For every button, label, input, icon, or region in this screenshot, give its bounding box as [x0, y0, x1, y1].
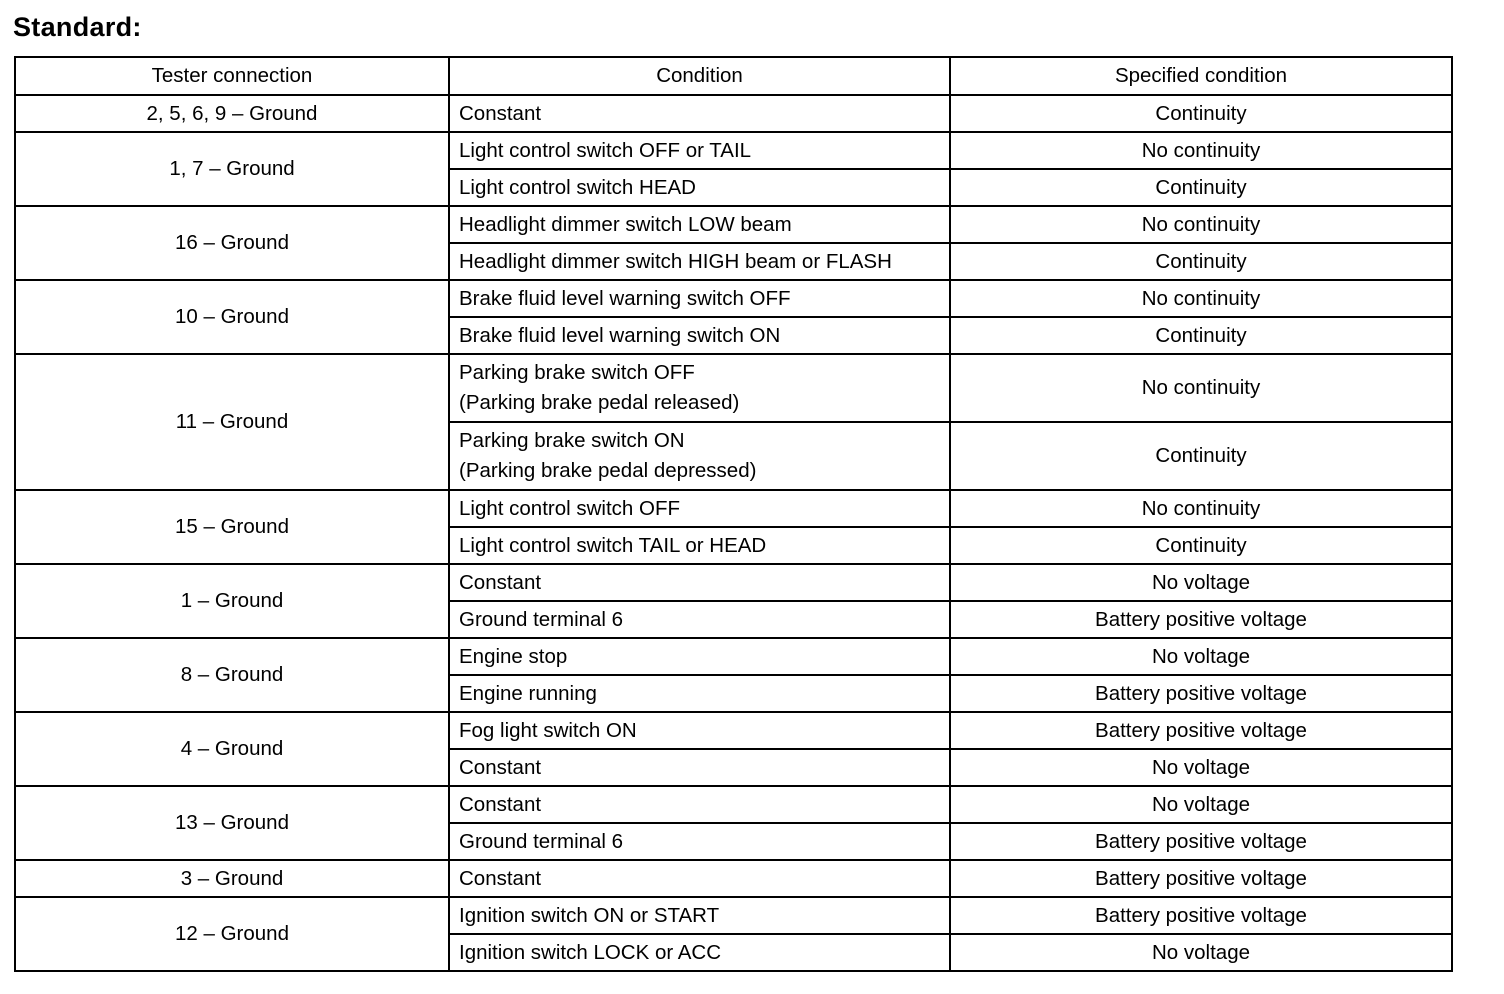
specified-condition-cell: No continuity: [950, 280, 1452, 317]
tester-connection-cell: 1, 7 – Ground: [15, 132, 449, 206]
condition-cell: [449, 280, 950, 317]
table-row: [15, 132, 1452, 169]
specified-condition-cell: Continuity: [950, 169, 1452, 206]
condition-text: Engine stop: [459, 644, 568, 668]
condition-text: Constant: [459, 101, 542, 125]
condition-text: Light control switch OFF or TAIL: [459, 138, 752, 162]
table-row: [15, 95, 1452, 132]
condition-text: Constant: [459, 755, 542, 779]
condition-text: Fog light switch ON: [459, 718, 637, 742]
table-row: [15, 280, 1452, 317]
specified-condition-cell: No voltage: [950, 749, 1452, 786]
specified-condition-cell: Continuity: [950, 317, 1452, 354]
tester-connection-cell: 10 – Ground: [15, 280, 449, 354]
specified-condition-cell: No continuity: [950, 206, 1452, 243]
specified-condition-cell: Battery positive voltage: [950, 675, 1452, 712]
condition-cell: [449, 132, 950, 169]
tester-connection-cell: 2, 5, 6, 9 – Ground: [15, 95, 449, 132]
condition-cell: [449, 243, 950, 280]
condition-text: Ground terminal 6: [459, 607, 624, 631]
condition-cell: [449, 95, 950, 132]
condition-text: Parking brake switch ON: [459, 429, 685, 452]
condition-cell: [449, 675, 950, 712]
condition-cell: [449, 712, 950, 749]
tester-connection-cell: 1 – Ground: [15, 564, 449, 638]
condition-text: Ground terminal 6: [459, 829, 624, 853]
condition-text: (Parking brake pedal released): [459, 391, 740, 414]
tester-connection-cell: 12 – Ground: [15, 897, 449, 971]
specified-condition-cell: No continuity: [950, 490, 1452, 527]
condition-text: Constant: [459, 792, 542, 816]
tester-connection-cell: 13 – Ground: [15, 786, 449, 860]
specified-condition-cell: Continuity: [950, 527, 1452, 564]
condition-text: Light control switch HEAD: [459, 175, 696, 199]
table-row: [15, 712, 1452, 749]
specified-condition-cell: Continuity: [950, 243, 1452, 280]
tester-connection-cell: 16 – Ground: [15, 206, 449, 280]
condition-cell: [449, 490, 950, 527]
specified-condition-cell: No continuity: [950, 354, 1452, 422]
tester-connection-cell: 4 – Ground: [15, 712, 449, 786]
condition-cell: [449, 823, 950, 860]
condition-text: Brake fluid level warning switch ON: [459, 323, 781, 347]
condition-text: Constant: [459, 866, 542, 890]
table-row: [15, 564, 1452, 601]
condition-cell: [449, 934, 950, 971]
table-row: [15, 490, 1452, 527]
standard-table: [14, 56, 1453, 972]
specified-condition-cell: Continuity: [950, 95, 1452, 132]
specified-condition-cell: Continuity: [950, 422, 1452, 490]
tester-connection-cell: 11 – Ground: [15, 354, 449, 490]
condition-cell: [449, 527, 950, 564]
table-header-row: [15, 57, 1452, 95]
table-body: [15, 95, 1452, 971]
condition-text: Headlight dimmer switch HIGH beam or FLASH: [459, 249, 892, 273]
condition-text: Engine running: [459, 681, 597, 705]
tester-connection-cell: 8 – Ground: [15, 638, 449, 712]
table-row: [15, 860, 1452, 897]
table-row: [15, 638, 1452, 675]
condition-text: Ignition switch ON or START: [459, 903, 720, 927]
condition-text: Ignition switch LOCK or ACC: [459, 940, 722, 964]
condition-cell: [449, 638, 950, 675]
specified-condition-cell: Battery positive voltage: [950, 823, 1452, 860]
table-row: [15, 897, 1452, 934]
condition-cell: [449, 354, 950, 422]
specified-condition-cell: No continuity: [950, 132, 1452, 169]
header-condition: Condition: [449, 57, 950, 95]
condition-cell: [449, 786, 950, 823]
condition-cell: [449, 422, 950, 490]
condition-text: Light control switch OFF: [459, 496, 681, 520]
condition-cell: [449, 860, 950, 897]
specified-condition-cell: No voltage: [950, 638, 1452, 675]
condition-text: Constant: [459, 570, 542, 594]
specified-condition-cell: Battery positive voltage: [950, 897, 1452, 934]
specified-condition-cell: Battery positive voltage: [950, 860, 1452, 897]
condition-text: Brake fluid level warning switch OFF: [459, 286, 791, 310]
table-row: [15, 786, 1452, 823]
condition-cell: [449, 601, 950, 638]
header-tester-connection: Tester connection: [15, 57, 449, 95]
condition-text: Parking brake switch OFF: [459, 361, 695, 384]
tester-connection-cell: 15 – Ground: [15, 490, 449, 564]
tester-connection-cell: 3 – Ground: [15, 860, 449, 897]
condition-text: Light control switch TAIL or HEAD: [459, 533, 767, 557]
condition-cell: [449, 564, 950, 601]
page-title: Standard:: [13, 12, 142, 42]
specified-condition-cell: No voltage: [950, 786, 1452, 823]
specified-condition-cell: Battery positive voltage: [950, 712, 1452, 749]
condition-cell: [449, 897, 950, 934]
table-row: [15, 206, 1452, 243]
header-specified-condition: Specified condition: [950, 57, 1452, 95]
specified-condition-cell: No voltage: [950, 934, 1452, 971]
condition-cell: [449, 317, 950, 354]
table-row: [15, 354, 1452, 422]
condition-text: Headlight dimmer switch LOW beam: [459, 212, 792, 236]
specified-condition-cell: Battery positive voltage: [950, 601, 1452, 638]
condition-text: (Parking brake pedal depressed): [459, 459, 757, 482]
condition-cell: [449, 749, 950, 786]
condition-cell: [449, 169, 950, 206]
specified-condition-cell: No voltage: [950, 564, 1452, 601]
condition-cell: [449, 206, 950, 243]
